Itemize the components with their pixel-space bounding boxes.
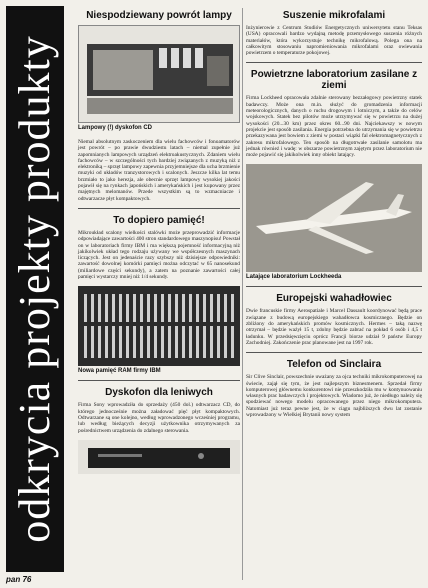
page-number: pan 76 xyxy=(6,575,32,584)
article-body-wahadlowiec: Dwie francuskie firmy Aerospatiale i Marcel Dassault koordynować będą prace związane z budową europejskiego wahadłowca kosmicznego. Będzie on zbliżony do amerykańskich promów kosmicznych. Hermes – taką nazwę otrzymał – będzie ważył 15 t, zdolny będzie zabrać na pokład 6 osób i 4,5 t ładunku. W przedsięwzięciu oprócz Francji biorze udział 9 państw Europy Zachodniej. Zakończenie prac planowane jest na 1997 rok. xyxy=(246,308,422,346)
photo-sony-cd-changer xyxy=(78,440,240,474)
separator xyxy=(78,380,240,381)
caption-pamiec: Nowa pamięć RAM firmy IBM xyxy=(78,368,161,375)
section-sidebar xyxy=(6,6,64,572)
article-body-sinclair: Sir Clive Sinclair, powszechnie uważany za ojca techniki mikrokomputerowej na świecie, zajął się tym, że jest najlepszym biznesmenem. Sprzedał firmy komputerowej głównemu konkurentowi nie przeszkodziła mu w kontynuowaniu własnych prac badawczych i projektowych. Wiadomo już, że niedługo należy się spodziewać nowego modelu opracowanego przez niego mikrokomputera. Natomiast już teraz pewne jest, że w ciągu najbliższych dwu lat zostanie wprowadzony w Wielkiej Brytanii nowy system xyxy=(246,374,422,419)
separator xyxy=(246,352,422,353)
article-body-suszenie: Inżynierowie z Centrum Studiów Energetycznych uniwersytetu stanu Teksas (USA) opracowali bardzo wydajną metodę przemysłowego suszenia różnych materiałów, która wykorzystuje technikę mikrofalową. Polega ona na całkowitym stosowaniu napromieniowania mikrofalami oraz owiewania powietrzem o temperaturze pokojowej. xyxy=(246,25,422,57)
caption-laboratorium: Latające laboratorium Lockheeda xyxy=(246,274,342,281)
article-body-laboratorium: Firma Lockheed opracowała zdalnie sterowany bezzałogowy powietrzny statek badawczy. Może ona m.in. służyć do gromadzenia informacji meteorologicznych, danych o ruchu drogowym i lotniczym, a także do celów wojskowych. Statek bez pilotów może utrzymywać się w powietrzu na dużej wysokości (20...30 km) przez okres 60...90 dni. Najciekawszy w nowym projekcie jest sposób zasilania. Energia potrzebna do utrzymania się w powietrzu przekazywana jest bowiem z ziemi w postaci wiązki fal elektromagnetycznych z zakresu mikrofalowego. Ten sposób na długotrwałe zasilanie samolotu ma jednak również i wadę: w obszarze powietrznym zajętym przez laboratorium nie może pojawić się jakikolwiek inny obiekt latający. xyxy=(246,95,422,159)
article-title-leniwych: Dyskofon dla leniwych xyxy=(105,387,213,399)
right-column xyxy=(246,6,422,418)
article-title-laboratorium: Powietrzne laboratorium zasilane z ziemi xyxy=(250,69,418,92)
article-body-leniwych: Firma Sony wprowadziła do sprzedaży (450 dol.) odtwarzacz CD, do którego jednocześnie można załadować pięć płyt kompaktowych. Odtwarzane są one kolejno, według wprowadzonego wcześniej programu, lub według bieżących decyzji użytkownika otrzymywanych za pośrednictwem urządzenia do zdalnego sterowania. xyxy=(78,402,240,434)
column-divider xyxy=(242,8,243,580)
photo-tube-cd-player xyxy=(78,25,240,123)
article-title-wahadlowiec: Europejski wahadłowiec xyxy=(276,293,392,305)
left-column xyxy=(78,6,240,474)
caption-lampy: Lampowy (!) dyskofon CD xyxy=(78,125,153,131)
photo-lockheed-aircraft xyxy=(246,164,422,272)
article-title-lampy: Niespodziewany powrót lampy xyxy=(86,10,232,21)
separator xyxy=(246,286,422,287)
section-vertical-title: odkrycia projekty produkty xyxy=(10,35,59,543)
article-title-suszenie: Suszenie mikrofalami xyxy=(282,10,386,21)
article-body-pamiec: Mikroukład scalony wielkości stalówki może przeprowadzić informacje odpowiadające zawartości 400 stron standardowego maszynopisu! Powstał on w laboratoriach firmy IBM i ma większą pojemność informacyjną niż jakikolwiek układ tego rodzaju używany we współczesnych maszynach liczących. Jest on jedenaście razy szybszy niż dzisiejsze odpowiedniki: zawartość dowolnej komórki pamięci można odczytać w 65 nanosekund (miliardowe części sekundy), a zatem na poznanie zawartości całej pamięci wystarczy mniej niż 1/4 sekundy. xyxy=(78,229,240,281)
article-title-pamiec: To dopiero pamięć! xyxy=(113,214,205,226)
photo-ram-chip xyxy=(78,286,240,366)
article-title-sinclair: Telefon od Sinclaira xyxy=(286,359,382,371)
article-body-lampy: Niemal absolutnym zaskoczeniem dla wielu fachowców i fonoamatorów jest powrót – po prawie dwudziestu latach – niemal zupełnie już zapomnianych lampowych urządzeń elektroakustycznych. Zdaniem wielu fachowców – w szczególności tych bardziej związanych z muzyką niż z elektroniką – sprzęt lampowy zapewnia przyjemniejsze dla ucha brzmienie muzyki od układów tranzystorowych i scalonych. Jeszcze kilka lat temu brzmiało to jako herezja, ale obecnie sprzęt lampowy wysokiej jakości pojawił się na rynkach japońskich i amerykańskich i jest kupowany przez majętnych melomanów. Przede wszystkim są to wzmacniacze i odtwarzacze płyt kompaktowych. xyxy=(78,139,240,202)
separator xyxy=(246,62,422,63)
separator xyxy=(78,208,240,209)
